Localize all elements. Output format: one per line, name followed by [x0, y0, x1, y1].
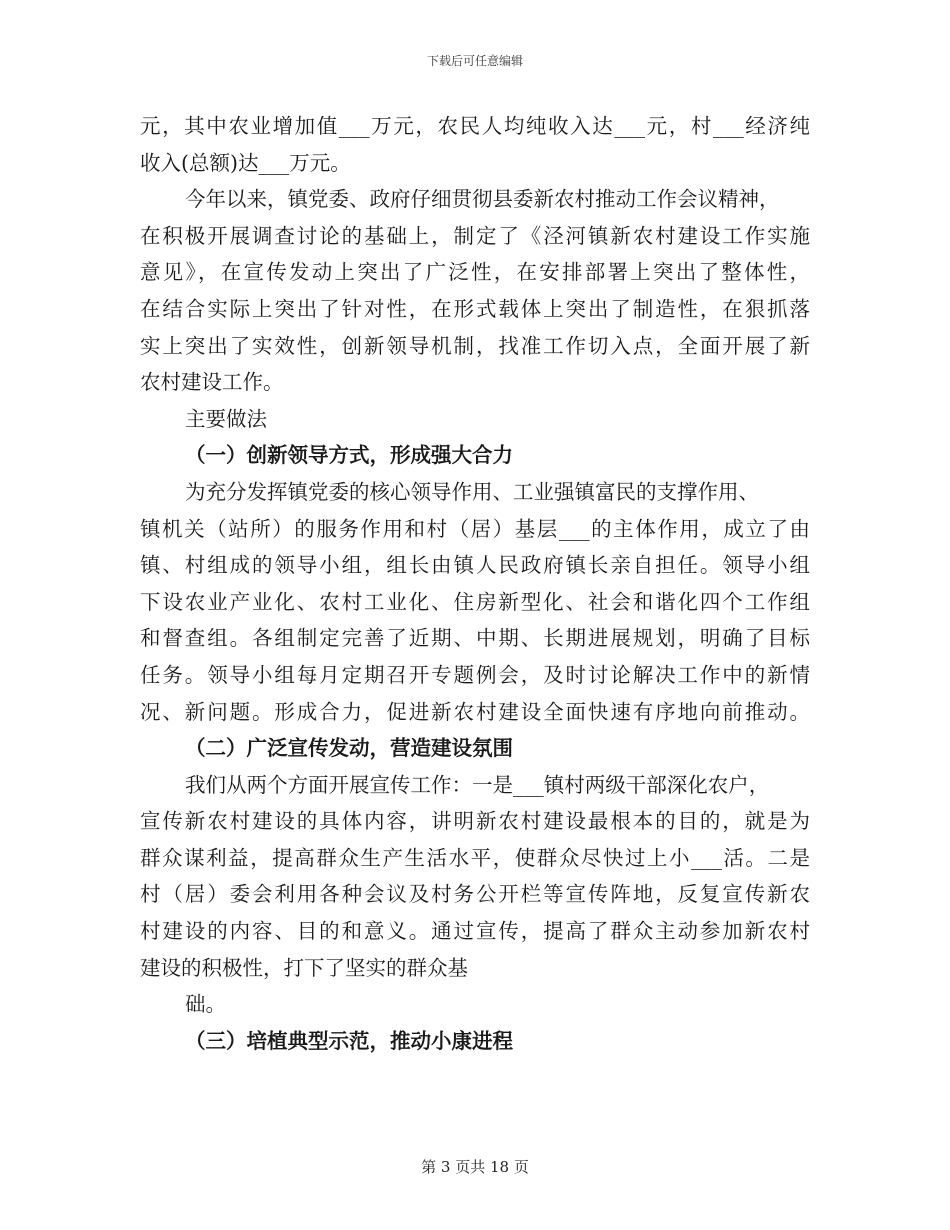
body-line: 镇、村组成的领导小组，组长由镇人民政府镇长亲自担任。领导小组	[140, 553, 810, 578]
body-line: 村建设的内容、目的和意义。通过宣传，提高了群众主动参加新农村	[140, 919, 810, 944]
body-line: 和督查组。各组制定完善了近期、中期、长期进展规划，明确了目标	[140, 626, 810, 651]
body-line: 实上突出了实效性，创新领导机制，找准工作切入点，全面开展了新	[140, 333, 810, 358]
body-line: 农村建设工作。	[140, 370, 284, 395]
page-number: 第 3 页共 18 页	[421, 1158, 529, 1176]
body-line: 意见》，在宣传发动上突出了广泛性，在安排部署上突出了整体性，	[140, 260, 810, 285]
section-heading: （二）广泛宣传发动，营造建设氛围	[185, 736, 513, 761]
paragraph-start: 为充分发挥镇党委的核心领导作用、工业强镇富民的支撑作用、	[185, 479, 759, 504]
section-heading: （三）培植典型示范，推动小康进程	[185, 1028, 513, 1053]
section-heading: （一）创新领导方式，形成强大合力	[185, 443, 513, 468]
section-label: 主要做法	[185, 406, 267, 431]
body-line: 况、新问题。形成合力，促进新农村建设全面快速有序地向前推动。	[140, 699, 810, 724]
body-line: 任务。领导小组每月定期召开专题例会，及时讨论解决工作中的新情	[140, 662, 810, 687]
body-line: 收入(总额)达___万元。	[140, 150, 351, 175]
body-line: 镇机关（站所）的服务作用和村（居）基层___的主体作用，成立了由	[140, 516, 810, 541]
paragraph-start: 我们从两个方面开展宣传工作：一是___镇村两级干部深化农户，	[185, 772, 770, 797]
paragraph-start: 今年以来，镇党委、政府仔细贯彻县委新农村推动工作会议精神，	[185, 187, 780, 212]
body-line: 村（居）委会利用各种会议及村务公开栏等宣传阵地，反复宣传新农	[140, 882, 810, 907]
body-line: 元，其中农业增加值___万元，农民人均纯收入达___元，村___经济纯	[140, 114, 810, 138]
body-line: 础。	[185, 992, 226, 1017]
body-line: 在积极开展调查讨论的基础上，制定了《泾河镇新农村建设工作实施	[140, 223, 810, 248]
body-line: 在结合实际上突出了针对性，在形式载体上突出了制造性，在狠抓落	[140, 296, 810, 321]
document-body	[140, 108, 810, 1059]
body-line: 群众谋利益，提高群众生产生活水平，使群众尽快过上小___活。二是	[140, 845, 810, 870]
body-line: 宣传新农村建设的具体内容，讲明新农村建设最根本的目的，就是为	[140, 809, 810, 834]
body-line: 建设的积极性，打下了坚实的群众基	[140, 955, 468, 980]
page-header: 下载后可任意编辑	[426, 54, 523, 68]
body-line: 下设农业产业化、农村工业化、住房新型化、社会和谐化四个工作组	[140, 589, 810, 614]
